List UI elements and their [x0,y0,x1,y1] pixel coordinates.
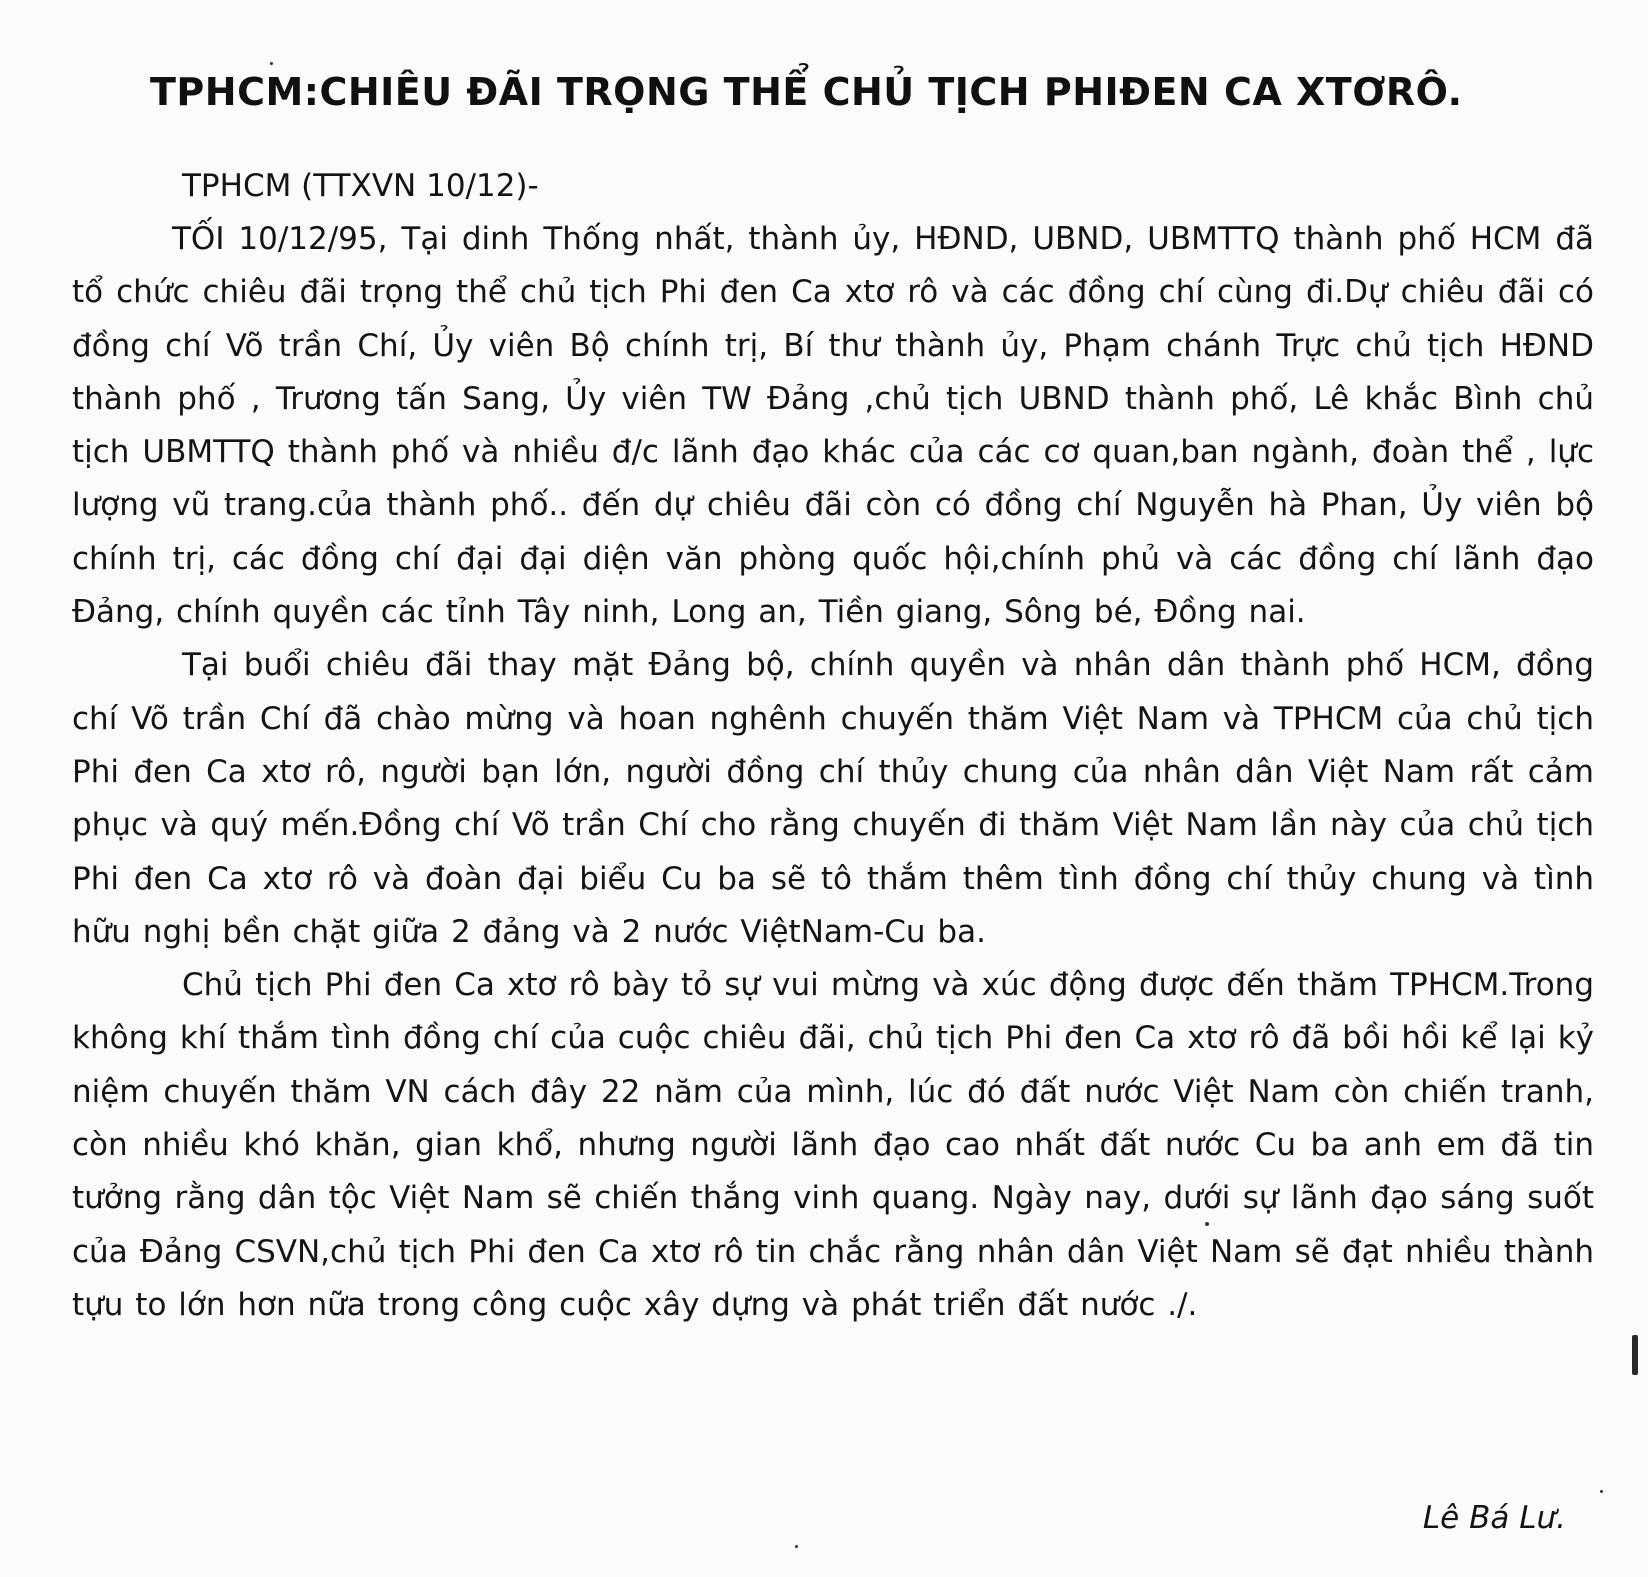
paragraph-3: Chủ tịch Phi đen Ca xtơ rô bày tỏ sự vui mừng và xúc động được đến thăm TPHCM.Trong không khí thắm tình đồng chí của cuộc chiêu đãi, chủ tịch Phi đen Ca xtơ rô đã bồi hồi kể lại kỷ niệm chuyến thăm VN cách đây 22 năm của mình, lúc đó đất nước Việt Nam còn chiến tranh, còn nhiều khó khăn, gian khổ, nhưng người lãnh đạo cao nhất đất nước Cu ba anh em đã tin tưởng rằng dân tộc Việt Nam sẽ chiến thắng vinh quang. Ngày nay, dưới sự lãnh đạo sáng suốt của Đảng CSVN,chủ tịch Phi đen Ca xtơ rô tin chắc rằng nhân dân Việt Nam sẽ đạt nhiều thành tựu to lớn hơn nữa trong công cuộc xây dựng và phát triển đất nước ./. [72,967,1594,1323]
paragraph-2: Tại buổi chiêu đãi thay mặt Đảng bộ, chính quyền và nhân dân thành phố HCM, đồng chí Võ trần Chí đã chào mừng và hoan nghênh chuyến thăm Việt Nam và TPHCM của chủ tịch Phi đen Ca xtơ rô, người bạn lớn, người đồng chí thủy chung của nhân dân Việt Nam rất cảm phục và quý mến.Đồng chí Võ trần Chí cho rằng chuyến đi thăm Việt Nam lần này của chủ tịch Phi đen Ca xtơ rô và đoàn đại biểu Cu ba sẽ tô thắm thêm tình đồng chí thủy chung và tình hữu nghị bền chặt giữa 2 đảng và 2 nước ViệtNam-Cu ba. [72,647,1594,950]
author-signature: Lê Bá Lư. [1422,1500,1566,1536]
scan-speck [270,62,273,65]
scan-speck [1632,1335,1638,1375]
scan-speck [795,1545,798,1548]
scan-speck [1205,1222,1209,1226]
dateline: TPHCM (TTXVN 10/12)- [182,168,539,204]
document-body [72,160,1594,1332]
scan-speck [1600,1490,1603,1493]
paragraph-1: TỐI 10/12/95, Tại dinh Thống nhất, thành ủy, HĐND, UBND, UBMTTQ thành phố HCM đã tổ chức chiêu đãi trọng thể chủ tịch Phi đen Ca xtơ rô và các đồng chí cùng đi.Dự chiêu đãi có đồng chí Võ trần Chí, Ủy viên Bộ chính trị, Bí thư thành ủy, Phạm chánh Trực chủ tịch HĐND thành phố , Trương tấn Sang, Ủy viên TW Đảng ,chủ tịch UBND thành phố, Lê khắc Bình chủ tịch UBMTTQ thành phố và nhiều đ/c lãnh đạo khác của các cơ quan,ban ngành, đoàn thể , lực lượng vũ trang.của thành phố.. đến dự chiêu đãi còn có đồng chí Nguyễn hà Phan, Ủy viên bộ chính trị, các đồng chí đại đại diện văn phòng quốc hội,chính phủ và các đồng chí lãnh đạo Đảng, chính quyền các tỉnh Tây ninh, Long an, Tiền giang, Sông bé, Đồng nai. [72,221,1594,631]
document-title: TPHCM:CHIÊU ĐÃI TRỌNG THỂ CHỦ TỊCH PHIĐEN CA XTƠRÔ. [150,70,1463,114]
